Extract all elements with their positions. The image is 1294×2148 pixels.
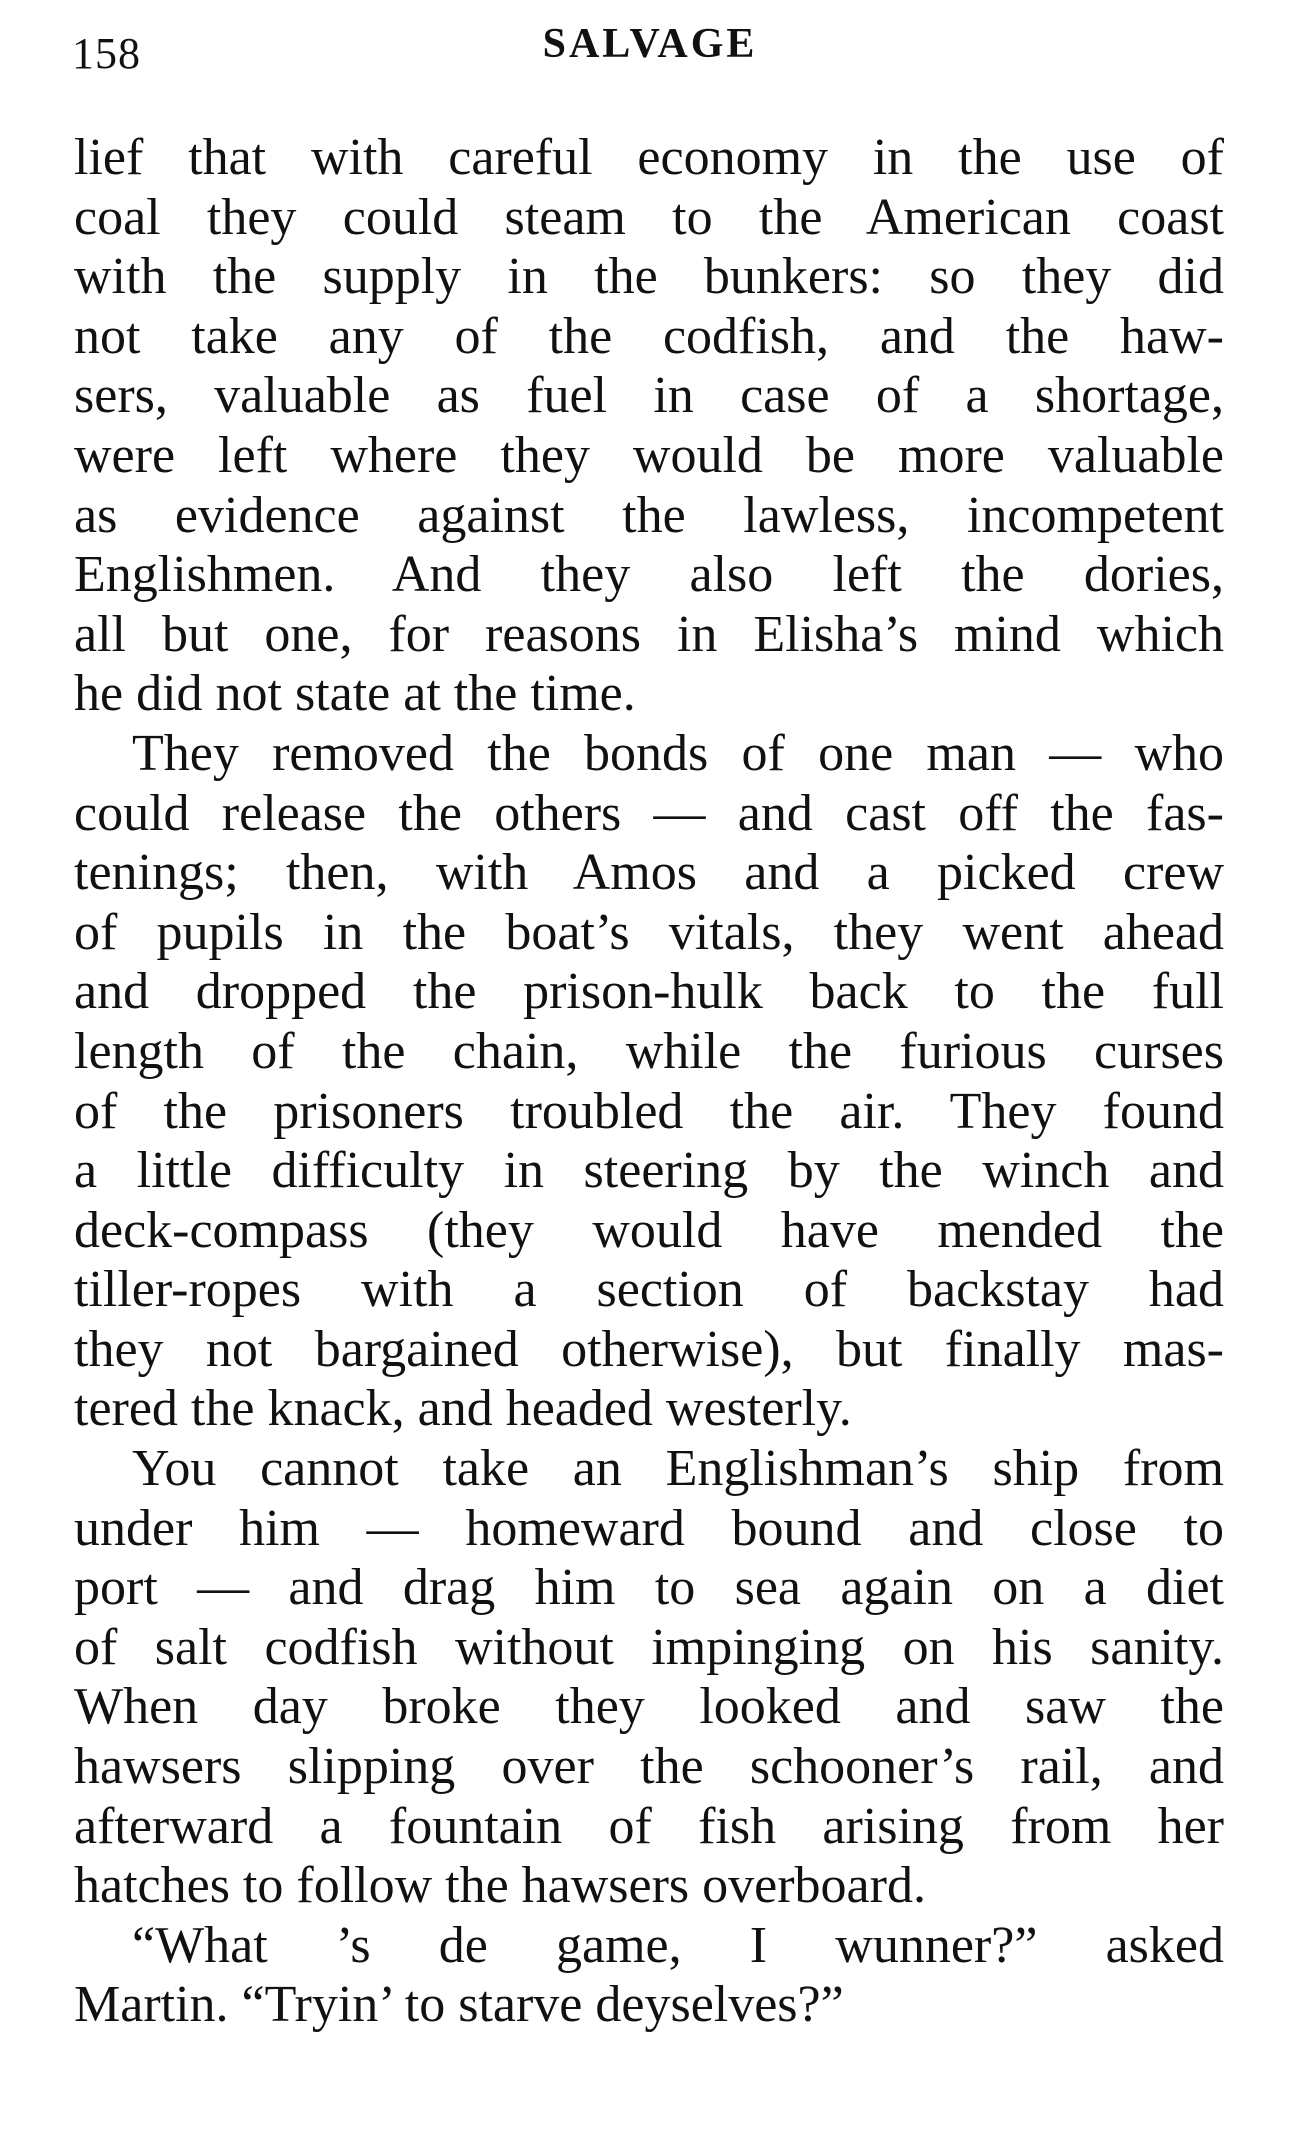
text-line: length of the chain, while the furious curses	[74, 1022, 1224, 1080]
text-line: deck-compass (they would have mended the	[74, 1201, 1224, 1259]
text-line: sers, valuable as fuel in case of a shortage,	[74, 367, 1224, 425]
text-line: were left where they would be more valuable	[74, 426, 1224, 484]
body-text	[74, 128, 1224, 2035]
running-title: SALVAGE	[542, 21, 758, 67]
text-line: and dropped the prison-hulk back to the full	[74, 963, 1224, 1021]
text-line: lief that with careful economy in the use of	[74, 129, 1224, 186]
text-line: they not bargained otherwise), but finally mas-	[74, 1320, 1224, 1378]
text-line: could release the others — and cast off the fas-	[74, 784, 1224, 842]
text-line: of pupils in the boat’s vitals, they went ahead	[74, 903, 1224, 961]
text-line: afterward a fountain of fish arising from her	[74, 1797, 1224, 1855]
text-line: coal they could steam to the American coast	[74, 188, 1224, 246]
text-line: hatches to follow the hawsers overboard.	[74, 1857, 926, 1915]
running-head	[72, 20, 1228, 90]
text-line: tiller-ropes with a section of backstay had	[74, 1261, 1224, 1319]
text-line: he did not state at the time.	[74, 665, 636, 723]
text-line: hawsers slipping over the schooner’s rail, and	[74, 1738, 1224, 1796]
text-line: When day broke they looked and saw the	[74, 1678, 1224, 1736]
page-number: 158	[72, 29, 141, 78]
text-line: under him — homeward bound and close to	[74, 1499, 1224, 1557]
text-line: “What ’s de game, I wunner?” asked	[132, 1916, 1224, 1974]
text-line: of salt codfish without impinging on his sanity.	[74, 1618, 1224, 1676]
text-line: of the prisoners troubled the air. They found	[74, 1082, 1224, 1140]
text-line: Martin. “Tryin’ to starve deyselves?”	[74, 1976, 844, 2034]
text-line: with the supply in the bunkers: so they did	[74, 248, 1224, 306]
text-line: as evidence against the lawless, incompetent	[74, 486, 1224, 544]
text-line: You cannot take an Englishman’s ship from	[132, 1440, 1224, 1498]
text-line: not take any of the codfish, and the haw-	[74, 307, 1224, 365]
text-line: Englishmen. And they also left the dories,	[74, 546, 1224, 604]
text-line: a little difficulty in steering by the winch and	[74, 1142, 1224, 1200]
text-line: They removed the bonds of one man — who	[132, 724, 1224, 782]
text-line: port — and drag him to sea again on a diet	[74, 1559, 1224, 1617]
text-line: tered the knack, and headed westerly.	[74, 1380, 852, 1438]
text-line: all but one, for reasons in Elisha’s mind which	[74, 605, 1224, 663]
text-line: tenings; then, with Amos and a picked crew	[74, 844, 1224, 902]
